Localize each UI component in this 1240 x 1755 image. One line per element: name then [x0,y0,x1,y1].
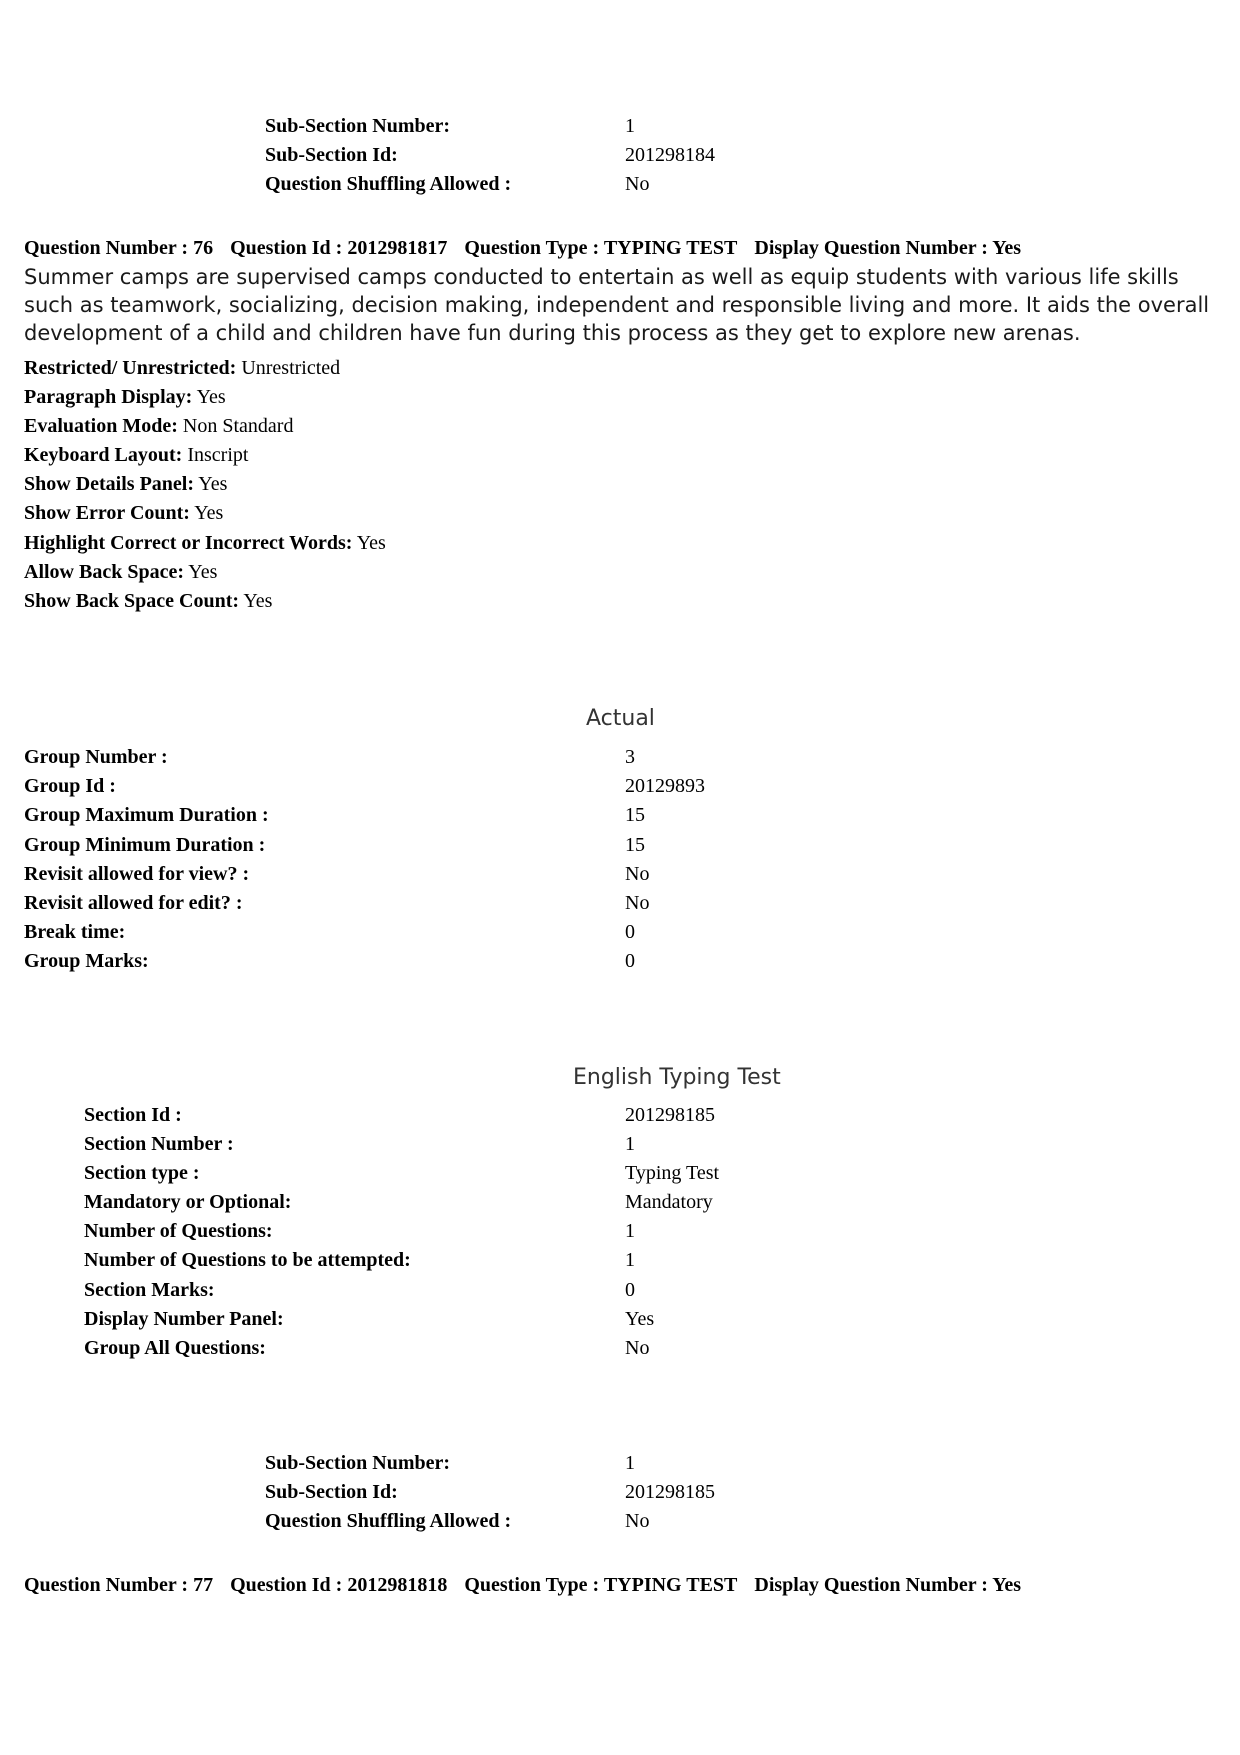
property-value: Unrestricted [241,357,341,379]
section-number-label: Section Number : [84,1133,234,1155]
property-label: Highlight Correct or Incorrect Words: [24,532,353,554]
section-number-value: 1 [625,1133,635,1155]
subsection-number-label: Sub-Section Number: [265,115,451,137]
section-marks-value: 0 [625,1279,635,1301]
property-value: Yes [356,532,386,554]
property-value: Inscript [187,444,249,466]
question-shuffling-value: No [625,1510,650,1532]
questions-to-attempt-value: 1 [625,1249,635,1271]
question-number: Question Number : 77 [24,1574,214,1596]
property-value: Yes [196,386,226,408]
group-heading: Actual [586,706,655,731]
property-value: Yes [198,473,228,495]
group-max-duration-label: Group Maximum Duration : [24,804,269,826]
question-type: Question Type : TYPING TEST [464,237,738,259]
break-time-value: 0 [625,921,635,943]
property-row [24,560,217,584]
group-all-questions-value: No [625,1337,650,1359]
section-id-value: 201298185 [625,1104,715,1126]
question-77-header [24,1573,1033,1597]
property-row [24,356,340,380]
property-label: Allow Back Space: [24,561,184,583]
question-number: Question Number : 76 [24,237,214,259]
revisit-view-label: Revisit allowed for view? : [24,863,250,885]
section-id-label: Section Id : [84,1104,182,1126]
group-max-duration-value: 15 [625,804,645,826]
question-shuffling-label: Question Shuffling Allowed : [265,173,512,195]
subsection-id-label: Sub-Section Id: [265,144,398,166]
group-id-value: 20129893 [625,775,705,797]
section-type-label: Section type : [84,1162,200,1184]
mandatory-optional-label: Mandatory or Optional: [84,1191,292,1213]
section-heading: English Typing Test [573,1065,781,1090]
subsection-number-value: 1 [625,115,635,137]
group-marks-label: Group Marks: [24,950,149,972]
question-id: Question Id : 2012981818 [230,1574,448,1596]
question-shuffling-label: Question Shuffling Allowed : [265,1510,512,1532]
break-time-label: Break time: [24,921,126,943]
display-question-number: Display Question Number : Yes [754,1574,1022,1596]
property-row [24,443,248,467]
property-label: Restricted/ Unrestricted: [24,357,237,379]
display-number-panel-value: Yes [625,1308,655,1330]
typing-passage: Summer camps are supervised camps conducted to entertain as well as equip students with various life skills such as teamwork, socializing, decision making, independent and responsible living and more. It aids the overall development of a child and children have fun during this process as they get to explore new arenas. [24,265,1210,345]
display-question-number: Display Question Number : Yes [754,237,1022,259]
display-number-panel-label: Display Number Panel: [84,1308,284,1330]
group-number-value: 3 [625,746,635,768]
group-number-label: Group Number : [24,746,168,768]
question-76-header [24,236,1033,260]
question-type: Question Type : TYPING TEST [464,1574,738,1596]
revisit-edit-label: Revisit allowed for edit? : [24,892,243,914]
mandatory-optional-value: Mandatory [625,1191,713,1213]
group-marks-value: 0 [625,950,635,972]
property-label: Show Back Space Count: [24,590,240,612]
group-id-label: Group Id : [24,775,116,797]
property-label: Paragraph Display: [24,386,193,408]
number-of-questions-label: Number of Questions: [84,1220,273,1242]
subsection-number-value: 1 [625,1452,635,1474]
property-row [24,472,227,496]
revisit-edit-value: No [625,892,650,914]
question-id: Question Id : 2012981817 [230,237,448,259]
group-min-duration-label: Group Minimum Duration : [24,834,266,856]
subsection-number-label: Sub-Section Number: [265,1452,451,1474]
property-row [24,385,226,409]
revisit-view-value: No [625,863,650,885]
subsection-id-value: 201298184 [625,144,715,166]
property-row [24,501,223,525]
subsection-id-value: 201298185 [625,1481,715,1503]
property-label: Show Error Count: [24,502,190,524]
property-row [24,531,386,555]
property-value: Yes [194,502,224,524]
property-row [24,414,293,438]
number-of-questions-value: 1 [625,1220,635,1242]
questions-to-attempt-label: Number of Questions to be attempted: [84,1249,411,1271]
section-type-value: Typing Test [625,1162,720,1184]
property-row [24,589,272,613]
subsection-id-label: Sub-Section Id: [265,1481,398,1503]
group-all-questions-label: Group All Questions: [84,1337,266,1359]
property-value: Non Standard [182,415,294,437]
property-label: Evaluation Mode: [24,415,178,437]
section-marks-label: Section Marks: [84,1279,215,1301]
property-value: Yes [188,561,218,583]
property-value: Yes [243,590,273,612]
property-label: Show Details Panel: [24,473,194,495]
group-min-duration-value: 15 [625,834,645,856]
property-label: Keyboard Layout: [24,444,183,466]
question-shuffling-value: No [625,173,650,195]
